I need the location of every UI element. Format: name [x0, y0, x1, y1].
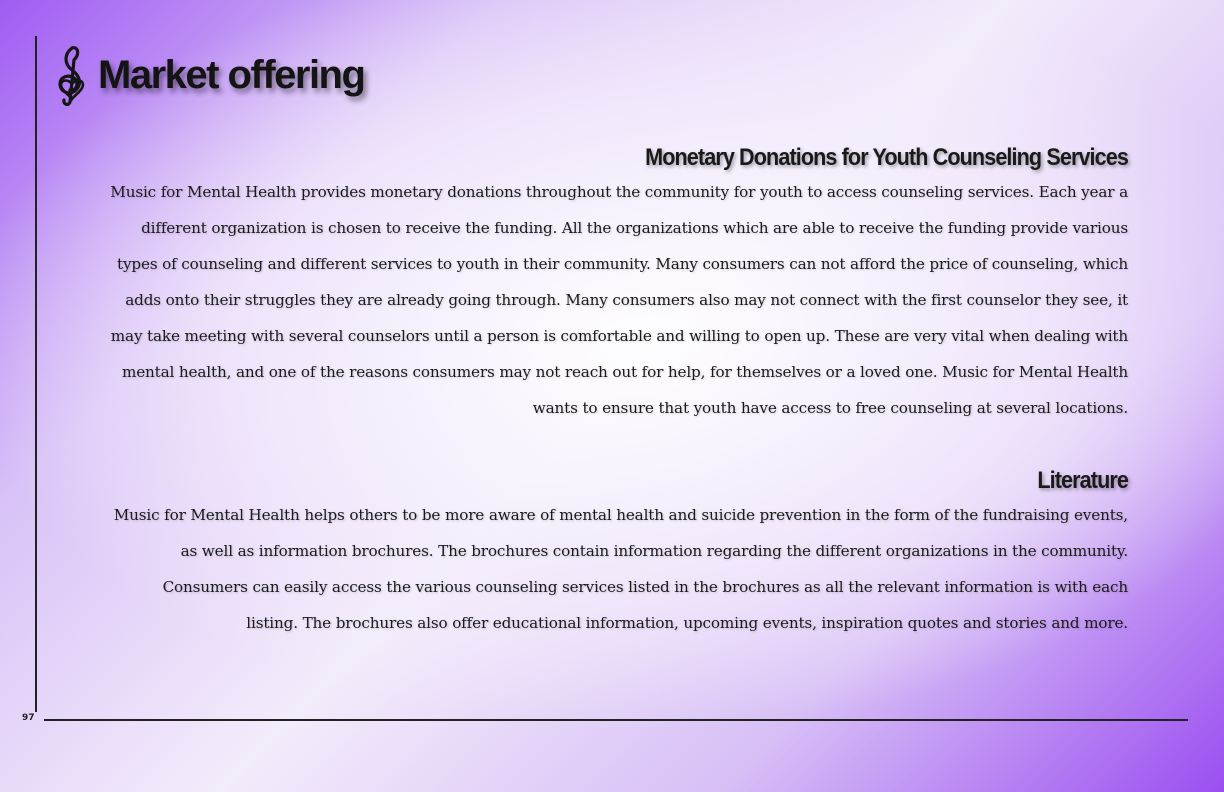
section-body: Music for Mental Health provides monetary donations throughout the community for youth to access counseling services. Each year a different organization is chosen to receive the funding. All the organizations which are able to receive the funding provide various types of counseling and different services to youth in their community. Many consumers can not afford the price of counseling, which adds onto their struggles they are already going through. Many consumers also may not connect with the first counselor they see, it may take meeting with several counselors until a person is comfortable and willing to open up. These are very vital when dealing with mental health, and one of the reasons consumers may not reach out for help, for themselves or a loved one. Music for Mental Health wants to ensure that youth have access to free counseling at several locations. — [110, 183, 1128, 417]
page-number: 97 — [22, 713, 35, 723]
left-vertical-rule — [35, 36, 37, 712]
section-heading: Monetary Donations for Youth Counseling Services — [645, 144, 1128, 171]
page-title-block — [52, 44, 364, 106]
bottom-horizontal-rule — [44, 719, 1188, 721]
section-heading: Literature — [1037, 467, 1128, 494]
section-body: helps others to be more aware of mental health and suicide prevention in the form of the fundraising events, as well as information brochures. The brochures contain information regarding the different organizations in the community. Consumers can easily access the various counseling services listed in the brochures as all the relevant information is with each listing. The brochures also offer educational information, upcoming events, inspiration quotes and stories and more. — [162, 506, 1128, 632]
treble-clef-heart-icon — [52, 44, 92, 106]
section-monetary-donations — [108, 144, 1128, 426]
section-body-container — [108, 497, 1128, 641]
section-literature — [108, 467, 1128, 641]
page-title: Market offering — [98, 52, 365, 97]
section-body-lead: Music for Mental Health — [113, 506, 305, 524]
